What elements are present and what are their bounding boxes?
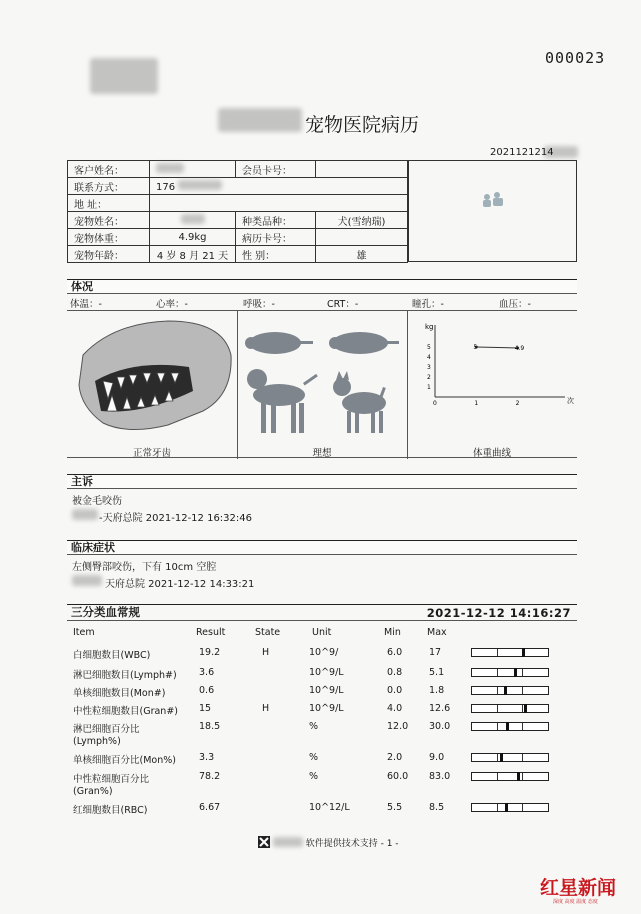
blood-row-min: 60.0 (387, 771, 409, 782)
blood-row-item: 中性粒细胞百分比 (73, 774, 150, 785)
blood-row-item: 中性粒细胞数目(Gran#) (73, 706, 178, 717)
contact-value: 176 (150, 178, 408, 195)
blood-row-unit: 10^9/L (309, 667, 344, 678)
section-blood (67, 604, 577, 621)
footer-text: 软件提供技术支持 - 1 - (305, 839, 399, 849)
pet-photo-frame (408, 160, 577, 262)
blood-row-item: 白细胞数目(WBC) (73, 650, 151, 661)
blood-row-unit: 10^9/L (309, 703, 344, 714)
blood-row-min: 0.8 (387, 667, 403, 678)
range-marker (500, 753, 503, 762)
footer (258, 836, 399, 849)
weight-series-line (476, 347, 517, 348)
blood-row-item: 红细胞数目(RBC) (73, 805, 148, 816)
range-marker (505, 803, 508, 812)
blood-row-range-bar (471, 722, 549, 731)
header-min: Min (384, 627, 401, 638)
caption-teeth: 正常牙齿 (132, 448, 171, 459)
age-label: 宠物年龄： (68, 246, 150, 263)
blood-row-item: 淋巴细胞百分比 (73, 724, 140, 735)
y-tick-label: 4 (427, 354, 431, 361)
y-tick-label: 2 (427, 374, 431, 381)
blood-row-unit: 10^9/ (309, 647, 339, 658)
sex-label: 性 别： (236, 246, 316, 263)
vital-pupil: 瞳孔：- (412, 299, 444, 310)
ideal-body-figures (239, 317, 405, 441)
blood-row-range-bar (471, 668, 549, 677)
blood-datetime: 2021-12-12 14:16:27 (426, 606, 571, 620)
blood-row-max: 30.0 (429, 721, 451, 732)
blood-row-max: 17 (429, 647, 442, 658)
blood-row-item-abbr: (Gran%) (73, 786, 113, 797)
symptoms-source: 天府总院 2021-12-12 14:33:21 (105, 579, 255, 590)
blood-row-max: 1.8 (429, 685, 445, 696)
software-logo-icon (258, 836, 270, 848)
blood-row-item: 淋巴细胞数目(Lymph#) (73, 670, 177, 681)
section-complaint: 主诉 (67, 474, 577, 489)
blood-row-min: 4.0 (387, 703, 403, 714)
weight-point-label: 5 (473, 344, 478, 351)
blood-row-result: 3.3 (199, 752, 215, 763)
redacted-logo (90, 58, 158, 94)
contact-label: 联系方式： (68, 178, 150, 195)
client-info-table (67, 160, 408, 263)
blood-row-min: 2.0 (387, 752, 403, 763)
blood-row-range-bar (471, 753, 549, 762)
symptoms-text: 左侧臀部咬伤，下有 10cm 空腔 (72, 562, 217, 573)
redacted-complaint-doctor (72, 509, 98, 520)
blood-row-unit: % (309, 771, 319, 782)
age-value: 4 岁 8 月 21 天 (150, 246, 236, 263)
blood-row-result: 18.5 (199, 721, 221, 732)
vital-heart-rate: 心率：- (156, 299, 188, 310)
caption-weight-curve: 体重曲线 (472, 448, 511, 459)
address-label: 地 址： (68, 195, 150, 212)
vital-crt: CRT：- (327, 299, 359, 310)
weight-curve-chart (409, 321, 575, 441)
sex-value: 雄 (316, 246, 408, 263)
blood-row-range-bar (471, 803, 549, 812)
section-symptoms: 临床症状 (67, 540, 577, 555)
condition-figures (67, 310, 577, 458)
range-marker (506, 722, 509, 731)
y-tick-label: 3 (427, 364, 431, 371)
case-card-label: 病历卡号： (236, 229, 316, 246)
x-tick-label: 2 (515, 400, 520, 407)
blood-row-unit: % (309, 752, 319, 763)
blood-row-item: 单核细胞数目(Mon#) (73, 688, 166, 699)
header-state: State (255, 627, 281, 638)
blood-row-min: 6.0 (387, 647, 403, 658)
vital-respiration: 呼吸：- (243, 299, 275, 310)
breed-value: 犬(雪纳瑞) (316, 212, 408, 229)
section-condition: 体况 (67, 279, 577, 294)
vital-blood-pressure: 血压：- (499, 299, 531, 310)
blood-row-min: 0.0 (387, 685, 403, 696)
blood-row-result: 78.2 (199, 771, 221, 782)
range-marker (514, 668, 517, 677)
blood-row-result: 6.67 (199, 802, 221, 813)
x-tick-label: 0 (433, 400, 437, 407)
dog-teeth-illustration (73, 315, 235, 439)
serial-number: 000023 (545, 49, 606, 67)
range-marker (504, 686, 507, 695)
pet-name-value (150, 212, 236, 229)
blood-row-unit: 10^12/L (309, 802, 350, 813)
blood-row-result: 3.6 (199, 667, 215, 678)
header-item: Item (73, 627, 95, 638)
blood-title: 三分类血常规 (71, 605, 140, 619)
redacted-hospital-name (218, 108, 302, 132)
x-tick-label: 1 (474, 400, 479, 407)
range-marker (522, 648, 525, 657)
complaint-source: -天府总院 2021-12-12 16:32:46 (99, 513, 252, 524)
blood-row-item-abbr: (Lymph%) (73, 736, 121, 747)
weight-value: 4.9kg (150, 229, 236, 246)
y-tick-label: 1 (427, 384, 431, 391)
y-axis-label: kg (425, 323, 434, 331)
blood-row-max: 12.6 (429, 703, 451, 714)
complaint-text: 被金毛咬伤 (72, 496, 122, 507)
y-tick-label: 5 (427, 344, 431, 351)
blood-row-item: 单核细胞百分比(Mon%) (73, 755, 176, 766)
blood-row-result: 0.6 (199, 685, 215, 696)
vital-temperature: 体温：- (70, 299, 102, 310)
blood-row-max: 8.5 (429, 802, 445, 813)
range-marker (517, 772, 520, 781)
blood-row-result: 15 (199, 703, 212, 714)
blood-row-min: 12.0 (387, 721, 409, 732)
blood-row-max: 83.0 (429, 771, 451, 782)
header-unit: Unit (312, 627, 332, 638)
range-marker (524, 704, 527, 713)
address-value (150, 195, 408, 212)
blood-row-unit: % (309, 721, 319, 732)
redacted-symptoms-doctor (72, 575, 102, 586)
weight-point-label: 4.9 (514, 345, 525, 352)
blood-row-range-bar (471, 704, 549, 713)
blood-row-range-bar (471, 772, 549, 781)
case-card-value (316, 229, 408, 246)
watermark-logo: 红星新闻 (540, 877, 617, 899)
watermark-slogan: 深度 高度 温度 态度 (553, 899, 598, 905)
blood-row-state: H (262, 647, 270, 658)
page-title: 宠物医院病历 (305, 114, 420, 136)
member-card-value (316, 161, 408, 178)
breed-label: 种类品种： (236, 212, 316, 229)
blood-row-unit: 10^9/L (309, 685, 344, 696)
blood-row-min: 5.5 (387, 802, 403, 813)
header-max: Max (427, 627, 447, 638)
pet-name-label: 宠物姓名： (68, 212, 150, 229)
customer-name-label: 客户姓名： (68, 161, 150, 178)
pet-placeholder-icon (409, 161, 578, 263)
blood-row-max: 9.0 (429, 752, 445, 763)
header-result: Result (196, 627, 226, 638)
record-number: 2021121214 (490, 147, 554, 158)
blood-row-range-bar (471, 648, 549, 657)
weight-label: 宠物体重： (68, 229, 150, 246)
x-axis-label: 次 (567, 397, 574, 405)
caption-ideal: 理想 (312, 448, 332, 459)
blood-row-max: 5.1 (429, 667, 445, 678)
blood-row-range-bar (471, 686, 549, 695)
blood-row-result: 19.2 (199, 647, 221, 658)
member-card-label: 会员卡号： (236, 161, 316, 178)
customer-name-value (150, 161, 236, 178)
blood-row-state: H (262, 703, 270, 714)
